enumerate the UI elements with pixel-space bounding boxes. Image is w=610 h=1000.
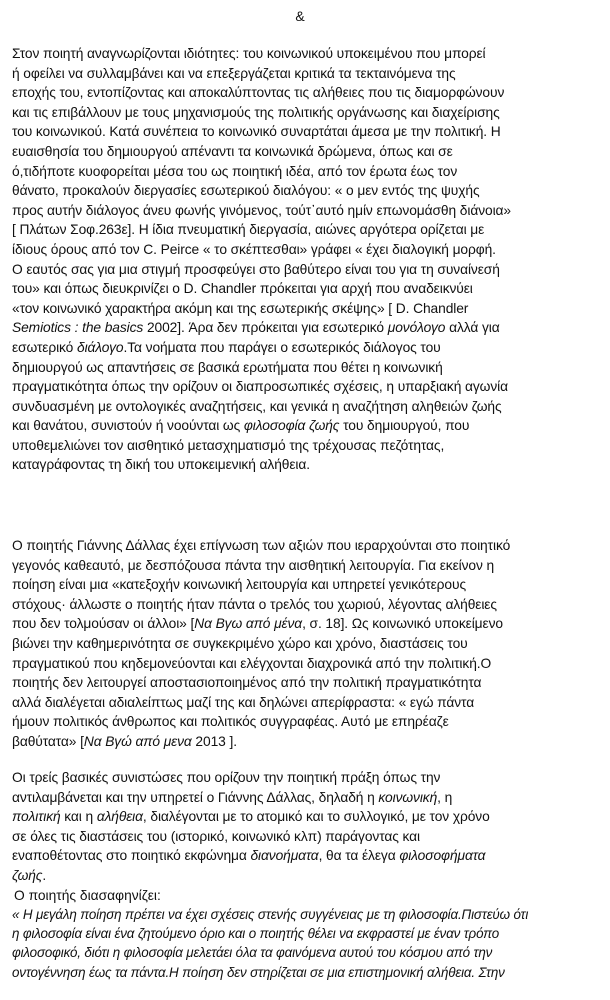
text-segment: «τον κοινωνικό χαρακτήρα ακόμη και της εσωτερικής σκέψης» [ D. Chandler: [12, 300, 469, 316]
text-segment: του κοινωνικού. Κατά συνέπεια το κοινωνικό συναρτάται άμεσα με την πολιτική. Η: [12, 124, 501, 140]
text-line: [12, 318, 602, 338]
text-segment: προς αυτήν διάλογος άνευ φωνής γινόμενος, τούτ᾽αυτό ημίν επωνομάσθη διάνοια»: [12, 202, 511, 218]
italic-text: φιλοσοφία ζωής: [243, 418, 340, 434]
text-segment: θάνατο, προκαλούν διεργασίες εσωτερικού διαλόγου: « ο μεν εντός της ψυχής: [12, 183, 480, 199]
italic-text: αλήθεια: [96, 809, 143, 825]
text-line: [12, 279, 602, 299]
text-line: [12, 260, 602, 280]
text-segment: , θα τα έλεγα: [318, 848, 400, 864]
text-segment: Ο ποιητής Γιάννης Δάλλας έχει επίγνωση των αξιών που ιεραρχούνται στο ποιητικό: [12, 538, 511, 553]
text-segment: φιλοσοφικό, διότι η φιλοσοφία μελετάει όλα τα φαινόμενα αυτού του κόσμου από την: [12, 945, 493, 961]
italic-text: μονόλογο: [387, 320, 446, 336]
italic-text: διανοήματα: [250, 848, 319, 864]
text-line: [12, 866, 602, 886]
text-line: [12, 846, 602, 866]
text-segment: καταγράφοντας τη δική του υποκειμενική αλήθεια.: [12, 457, 310, 473]
text-line: [12, 595, 602, 615]
text-segment: εποχής του, εντοπίζοντας και αποκαλύπτοντας τις αλήθειες που τις διαμορφώνουν: [12, 85, 505, 101]
text-segment: , σ. 18]. Ως κοινωνικό υποκείμενο: [302, 616, 503, 632]
text-line: [12, 162, 602, 182]
text-line: [12, 673, 602, 693]
text-segment: Στον ποιητή αναγνωρίζονται ιδιότητες: του κοινωνικού υποκειμένου που μπορεί: [12, 46, 486, 61]
text-segment: Ο εαυτός σας για μια στιγμή προσφεύγει στο βαθύτερο είναι του για τη συναίνεσή: [12, 261, 500, 277]
text-line: [12, 654, 602, 674]
text-line: [12, 358, 602, 378]
text-line: [12, 768, 602, 788]
text-line: [12, 924, 602, 943]
quote-block: [12, 905, 602, 982]
text-line: [12, 103, 602, 123]
text-segment: 2002]. Άρα δεν πρόκειται για εσωτερικό: [143, 320, 388, 336]
text-segment: 2013 ].: [191, 733, 237, 749]
text-line: [12, 634, 602, 654]
text-segment: « Η μεγάλη ποίηση πρέπει να έχει σχέσεις στενής συγγένειας με τη φιλοσοφία.Πιστεύω ότι: [12, 907, 529, 922]
text-segment: αντιλαμβάνεται και την υπηρετεί ο Γιάννης Δάλλας, δηλαδή η: [12, 789, 379, 805]
text-line: [12, 299, 602, 319]
page-mark: &: [295, 8, 305, 24]
text-line: [12, 44, 602, 64]
italic-text: πολιτική: [12, 809, 61, 825]
text-line: [12, 943, 602, 962]
text-line: [12, 436, 602, 456]
text-line: [12, 416, 602, 436]
text-line: [12, 397, 602, 417]
text-line: [12, 201, 602, 221]
text-line: [12, 556, 602, 576]
text-segment: εσωτερικό: [12, 339, 77, 355]
italic-text: διάλογο: [77, 339, 124, 355]
text-segment: βιώνει την καθημερινότητα σε συγκεκριμένο χώρο και χρόνο, διαστάσεις του: [12, 635, 468, 651]
text-segment: Οι τρείς βασικές συνιστώσες που ορίζουν την ποιητική πράξη όπως την: [12, 770, 441, 785]
text-segment: ή οφείλει να συλλαμβάνει και να επεξεργάζεται κριτικά τα τεκταινόμενα της: [12, 65, 456, 81]
paragraph-1: [12, 44, 602, 475]
italic-text: ζωής: [12, 867, 43, 883]
text-segment: που δεν τολμούσαν οι άλλοι» [: [12, 616, 195, 632]
text-line: [12, 614, 602, 634]
text-segment: η φιλοσοφία είναι ένα ζητούμενο όριο και ο ποιητής θέλει να εκφραστεί με έναν τρόπο: [12, 926, 500, 942]
text-segment: και τις επιβάλλουν με τους μηχανισμούς της πολιτικής οργάνωσης και διαχείρισης: [12, 104, 500, 120]
text-line: [12, 338, 602, 358]
text-segment: σε όλες τις διαστάσεις του (ιστορικό, κοινωνικό κλπ) παράγοντας και: [12, 828, 420, 844]
text-line: [12, 712, 602, 732]
italic-text: φιλοσοφήματα: [399, 848, 486, 864]
text-segment: του» και όπως διευκρινίζει ο D. Chandler πρόκειται για αρχή που αναδεικνύει: [12, 281, 473, 297]
paragraph-3: [12, 768, 602, 886]
text-line: [12, 536, 602, 556]
text-segment: , η: [437, 789, 453, 805]
text-segment: ήμουν πολιτικός άνθρωπος και πολιτικός συγγραφέας. Αυτό με επηρέαζε: [12, 714, 449, 730]
text-line: [12, 220, 602, 240]
text-line: [12, 142, 602, 162]
italic-text: Να Βγώ από μενα: [83, 733, 192, 749]
text-segment: ποίηση είναι μια «κατεξοχήν κοινωνική λειτουργία και υπηρετεί γενικότερους: [12, 577, 467, 593]
text-segment: πραγματικότητα όπως την ορίζουν οι διαπροσωπικές σχέσεις, η υπαρξιακή αγωνία: [12, 379, 508, 395]
text-segment: , διαλέγονται με το ατομικό και το συλλογικό, με τον χρόνο: [142, 809, 490, 825]
italic-text: Semiotics : the basics: [12, 320, 144, 336]
text-segment: και θανάτου, συνιστούν ή νοούνται ως: [12, 418, 244, 434]
text-line: [12, 181, 602, 201]
text-segment: οντογέννηση έως τα πάντα.Η ποίηση δεν στηρίζεται σε μια επιστημονική αλήθεια. Στην: [12, 964, 505, 980]
text-segment: του δημιουργού, που: [339, 418, 470, 434]
text-segment: αλλά για: [445, 320, 500, 336]
text-line: [12, 807, 602, 827]
text-line: [12, 693, 602, 713]
text-line: [12, 732, 602, 752]
text-segment: πραγματικού που κηδεμονεύονται και ελέγχονται διαχρονικά από την πολιτική.Ο: [12, 655, 492, 671]
text-segment: και η: [60, 809, 97, 825]
text-line: [12, 240, 602, 260]
text-line: [12, 963, 602, 982]
text-line: [12, 575, 602, 595]
text-line: [12, 122, 602, 142]
text-segment: δημιουργού ως απαντήσεις σε βασικά ερωτήματα που θέτει η κοινωνική: [12, 359, 443, 375]
text-line: [12, 377, 602, 397]
text-segment: .: [42, 867, 47, 883]
text-segment: ίδιους όρους από τον C. Peirce « το σκέπτεσθαι» γράφει « έχει διαλογική μορφή.: [12, 241, 496, 257]
quote-intro: Ο ποιητής διασαφηνίζει:: [14, 888, 161, 903]
italic-text: Να Βγω από μένα: [194, 616, 303, 632]
text-segment: υποθεμελιώνει τον αισθητικό μετασχηματισμό της τρέχουσας πεζότητας,: [12, 437, 445, 453]
text-segment: ευαισθησία του δημιουργού απέναντι τα κοινωνικά δρώμενα, όπως και σε: [12, 143, 453, 159]
text-line: [12, 455, 602, 475]
text-segment: [ Πλάτων Σοφ.263ε]. Η ίδια πνευματική διεργασία, αιώνες αργότερα ορίζεται με: [12, 222, 485, 238]
text-segment: εναποθέτοντας στο ποιητικό εκφώνημα: [12, 848, 251, 864]
text-segment: αλλά διαλέγεται αδιαλείπτως μαζί της και δηλώνει απερίφραστα: « εγώ πάντα: [12, 694, 475, 710]
text-line: [12, 64, 602, 84]
text-segment: γεγονός καθεαυτό, με δεσπόζουσα πάντα την αισθητική λειτουργία. Για εκείνον η: [12, 557, 495, 573]
text-segment: ποιητής δεν λειτουργεί αποστασιοποιημένος από την πολιτική πραγματικότητα: [12, 675, 482, 691]
text-segment: στόχους· άλλωστε ο ποιητής ήταν πάντα ο τρελός του χωριού, λέγοντας αλήθειες: [12, 596, 497, 612]
text-line: [12, 905, 602, 924]
text-segment: ό,τιδήποτε κυοφορείται μέσα του ως ποιητική ιδέα, από τον έρωτα έως τον: [12, 163, 458, 179]
text-segment: συνδυασμένη με οντολογικές αναζητήσεις, και γενικά η αναζήτηση αληθειών ζωής: [12, 398, 502, 414]
italic-text: κοινωνική: [378, 789, 438, 805]
text-line: [12, 827, 602, 847]
paragraph-2: [12, 536, 602, 752]
text-segment: βαθύτατα» [: [12, 733, 84, 749]
text-line: [12, 788, 602, 808]
text-line: [12, 83, 602, 103]
text-segment: .Τα νοήματα που παράγει ο εσωτερικός διάλογος του: [123, 339, 441, 355]
